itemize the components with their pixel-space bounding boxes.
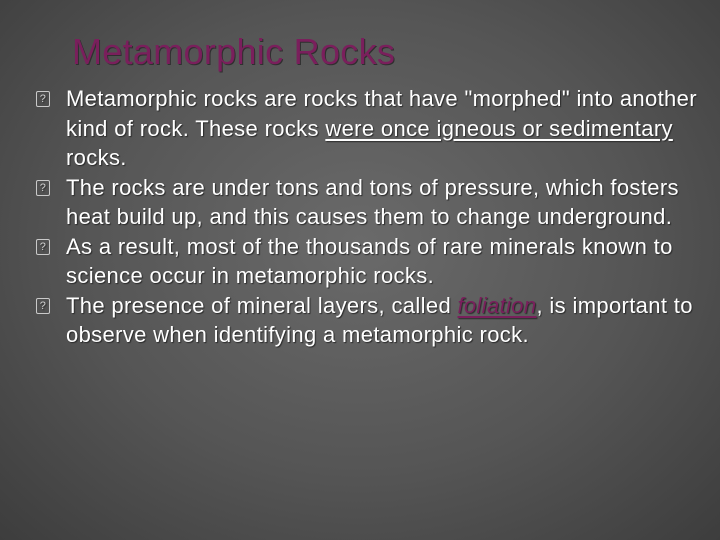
bullet-item [36, 232, 716, 291]
slide-title: Metamorphic Rocks [72, 31, 396, 72]
bullet-text: Metamorphic rocks are rocks that have "morphed" into another kind of rock. These rocks [66, 86, 697, 141]
bullet-box-icon: ? [36, 91, 50, 107]
bullet-box-icon: ? [36, 180, 50, 196]
bullet-list [36, 84, 716, 350]
bullet-item [36, 84, 716, 173]
bullet-text: , is important to observe when identifying a metamorphic rock. [66, 292, 693, 347]
bullet-box-icon: ? [36, 298, 50, 314]
bullet-box-icon: ? [36, 239, 50, 255]
bullet-text: The rocks are under tons and tons of pressure, which fosters heat build up, and this causes them to change underground. [66, 174, 679, 229]
underlined-text: were once igneous or sedimentary [325, 115, 673, 141]
bullet-text: As a result, most of the thousands of rare minerals known to science occur in metamorphic rocks. [66, 233, 673, 288]
bullet-text: The presence of mineral layers, called [66, 292, 458, 318]
bullet-item [36, 291, 716, 350]
bullet-item [36, 173, 716, 232]
foliation-link[interactable]: foliation [457, 292, 537, 318]
bullet-text: rocks. [66, 145, 127, 170]
